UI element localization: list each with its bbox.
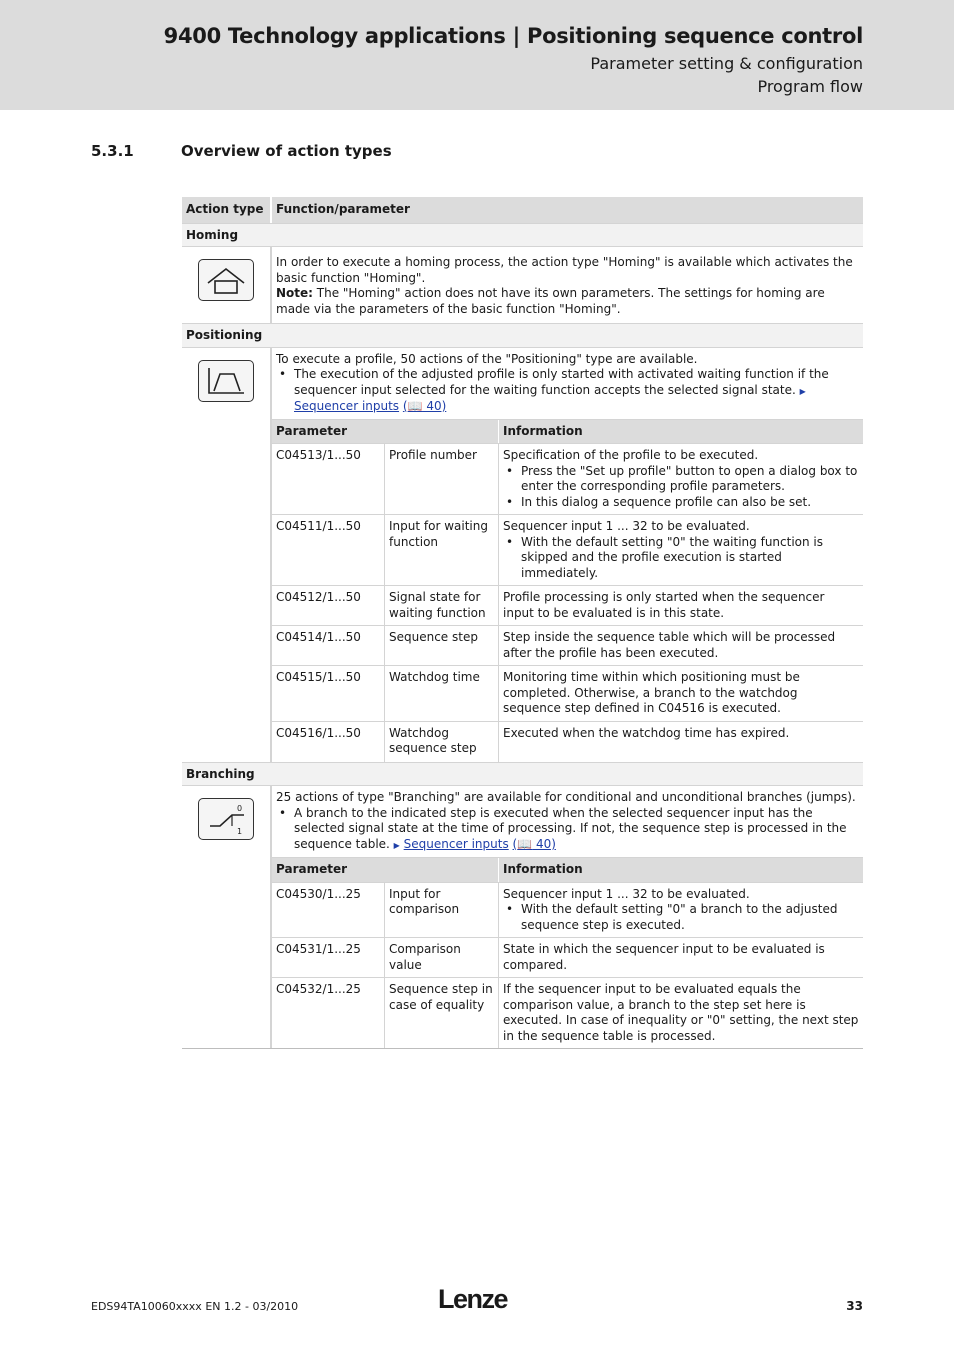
link-arrow-icon: ▶: [393, 840, 400, 850]
positioning-intro: To execute a profile, 50 actions of the "Positioning" type are available.: [276, 351, 698, 366]
table-row: C04531/1...25 Comparison value State in which the sequencer input to be evaluated is compared.: [272, 938, 863, 978]
page-header: [0, 0, 954, 110]
chapter-subtitle: Parameter setting & configuration: [590, 54, 863, 73]
table-row: C04513/1...50 Profile number Specification of the profile to be executed. • Press the "Set up profile" button to open a dialog box to enter the corresponding profile parameters. • In this dialog a sequence profile can also be set.: [272, 444, 863, 515]
positioning-parameter-table: Parameter Information C04513/1...50 Profile number Specification of the profile to be executed. • Press the "Set up profile" button to open a dialog box to enter the corresponding profile parameters. • In this dialog a sequence profile can also be set. C04511/1...50 Input for waiting function Sequencer input 1 ... 32 to be evaluated. • With the default setting "0" the waiting function is skipped and the profile execution is started immediately. C04512/1...50 Signal state for waiting function Profile processing is only started when the sequencer input to be evaluated is in this state. C04514/1...50 Sequence step Step inside the sequence table which will be processed after the profile has been executed. C04515/1...50 Watchdog time Monitoring time within which positioning must be completed. Otherwise, a branch to the watchdog sequence step defined in C04516 is executed. C04516/1...50 Watchdog sequence step Executed when the watchdog time has expired.: [272, 419, 863, 762]
homing-note: Note: The "Homing" action does not have its own parameters. The settings for homing are made via the parameters of the basic function "Homing".: [276, 286, 825, 316]
homing-description: In order to execute a homing process, the action type "Homing" is available which activates the basic function "Homing".: [276, 255, 853, 285]
branching-row: [182, 785, 863, 1048]
table-row: C04511/1...50 Input for waiting function Sequencer input 1 ... 32 to be evaluated. • With the default setting "0" the waiting function is skipped and the profile execution is started immediately.: [272, 515, 863, 586]
section-title: Overview of action types: [181, 142, 392, 160]
sequencer-inputs-link[interactable]: Sequencer inputs: [294, 399, 400, 413]
positioning-row: [182, 347, 863, 762]
branching-icon: [198, 798, 254, 840]
link-arrow-icon: ▶: [799, 386, 806, 396]
branching-intro: 25 actions of type "Branching" are available for conditional and unconditional branches (jumps).: [276, 790, 856, 804]
table-header: [182, 197, 863, 223]
document-title: 9400 Technology applications | Positioning sequence control: [163, 24, 863, 48]
homing-row: [182, 246, 863, 323]
table-bottom-rule: [182, 1048, 863, 1049]
category-branching: Branching: [182, 762, 863, 786]
action-types-table: [182, 197, 863, 1049]
branching-bullet: • A branch to the indicated step is executed when the selected sequencer input has the selected signal state at the time of processing. If not, the sequence step is processed in the sequence table. ▶ Sequencer inputs (📖 40): [279, 805, 847, 851]
table-row: C04532/1...25 Sequence step in case of equality If the sequencer input to be evaluated equals the comparison value, a branch to the step set here is executed. In case of inequality or "0" setting, the next step in the sequence table is processed.: [272, 978, 863, 1048]
positioning-bullet: • The execution of the adjusted profile is only started with activated waiting function if the sequencer input selected for the waiting function accepts the selected signal state. ▶ Sequencer inputs (📖 40): [279, 367, 829, 413]
table-row: C04516/1...50 Watchdog sequence step Executed when the watchdog time has expired.: [272, 722, 863, 762]
positioning-profile-icon: [198, 360, 254, 402]
section-subtitle: Program flow: [757, 77, 863, 96]
table-row: C04515/1...50 Watchdog time Monitoring time within which positioning must be completed. Otherwise, a branch to the watchdog sequence step defined in C04516 is executed.: [272, 666, 863, 722]
category-homing: Homing: [182, 223, 863, 247]
book-icon: 📖: [517, 836, 533, 851]
homing-icon: [198, 259, 254, 301]
category-positioning: Positioning: [182, 323, 863, 347]
col-action-type-header: Action type: [182, 197, 272, 223]
document-id: EDS94TA10060xxxx EN 1.2 - 03/2010: [91, 1300, 299, 1313]
section-number: 5.3.1: [91, 142, 134, 160]
lenze-logo: Lenze: [438, 1284, 508, 1314]
page-number: 33: [846, 1299, 863, 1313]
svg-text:0: 0: [237, 804, 243, 813]
book-icon: 📖: [407, 399, 423, 413]
table-row: C04514/1...50 Sequence step Step inside the sequence table which will be processed after the profile has been executed.: [272, 626, 863, 666]
sequencer-inputs-link[interactable]: Sequencer inputs: [403, 836, 509, 851]
col-function-header: Function/parameter: [276, 202, 410, 216]
table-row: C04530/1...25 Input for comparison Sequencer input 1 ... 32 to be evaluated. • With the default setting "0" a branch to the adjusted sequence step is executed.: [272, 883, 863, 939]
svg-text:1: 1: [237, 827, 243, 836]
branching-parameter-table: Parameter Information C04530/1...25 Input for comparison Sequencer input 1 ... 32 to be evaluated. • With the default setting "0" a branch to the adjusted sequence step is executed. C04531/1...25 Comparison value State in which the sequencer input to be evaluated is compared. C04532/1...25 Sequence step in case of equality If the sequencer input to be evaluated equals the comparison value, a branch to the step set here is executed. In case of inequality or "0" setting, the next step in the sequence table is processed.: [272, 857, 863, 1048]
table-row: C04512/1...50 Signal state for waiting function Profile processing is only started when the sequencer input to be evaluated is in this state.: [272, 586, 863, 626]
